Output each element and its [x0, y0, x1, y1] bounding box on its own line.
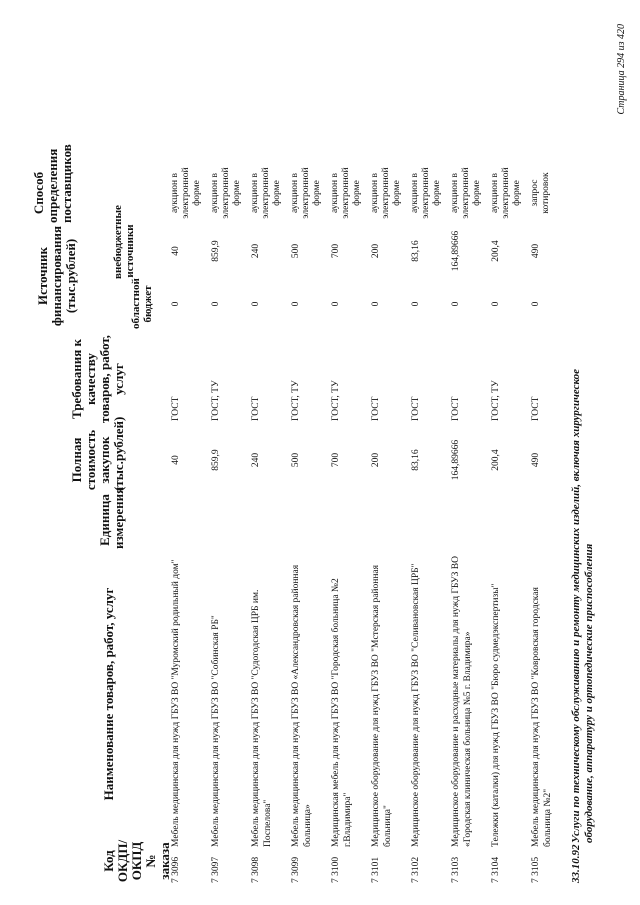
row-method: аукцион в электронной форме [370, 167, 402, 219]
header-source-budget: областной бюджет [130, 278, 154, 329]
row-code: 7 3097 [211, 856, 221, 883]
row-code: 7 3103 [451, 856, 461, 883]
page-number: Страница 294 из 420 [616, 24, 627, 115]
row-name: Мебель медицинская для нужд ГБУЗ ВО "Собинская РБ" [211, 615, 221, 847]
row-name: Мебель медицинская для нужд ГБУЗ ВО "Судогодская ЦРБ им. Поспелова" [251, 589, 273, 847]
row-cost: 490 [531, 452, 541, 468]
row-budget: 0 [451, 301, 461, 307]
row-requirements: ГОСТ, ТУ [331, 380, 341, 421]
row-cost: 240 [251, 452, 261, 468]
row-requirements: ГОСТ [371, 396, 381, 421]
row-requirements: ГОСТ [451, 396, 461, 421]
row-cost: 164,89666 [451, 439, 461, 481]
table-row [450, 13, 490, 883]
row-method: аукцион в электронной форме [450, 167, 482, 219]
row-extra: 500 [291, 243, 301, 259]
row-cost: 859,9 [211, 449, 221, 471]
procurement-table [30, 13, 600, 883]
row-method: аукцион в электронной форме [170, 167, 202, 219]
header-method: Способ определения поставщиков [31, 144, 74, 223]
row-budget: 0 [371, 301, 381, 307]
row-requirements: ГОСТ, ТУ [491, 380, 501, 421]
row-requirements: ГОСТ [531, 396, 541, 421]
row-code: 7 3105 [531, 856, 541, 883]
table-row [410, 13, 450, 883]
row-extra: 200,4 [491, 240, 501, 262]
row-name: Мебель медицинская для нужд ГБУЗ ВО "Ковровская городская больница №2" [531, 587, 553, 847]
row-requirements: ГОСТ [171, 396, 181, 421]
row-cost: 700 [331, 452, 341, 468]
row-code: 7 3102 [411, 856, 421, 883]
header-code: Код ОКДП/ ОКПД № заказа [101, 839, 172, 883]
row-method: аукцион в электронной форме [410, 167, 442, 219]
row-cost: 83,16 [411, 449, 421, 471]
section-heading [570, 13, 600, 883]
header-source-extra: внебюджетные источники [112, 205, 136, 279]
row-extra: 859,9 [211, 240, 221, 262]
row-code: 7 3098 [251, 856, 261, 883]
row-requirements: ГОСТ [411, 396, 421, 421]
row-budget: 0 [171, 301, 181, 307]
table-row [330, 13, 370, 883]
row-extra: 164,89666 [451, 230, 461, 272]
table-row [530, 13, 570, 883]
table-header [30, 13, 170, 883]
row-extra: 83,16 [411, 240, 421, 262]
row-budget: 0 [531, 301, 541, 307]
row-method: аукцион в электронной форме [490, 167, 522, 219]
row-name: Тележки (каталки) для нужд ГБУЗ ВО "Бюро судмедэкспертизы" [491, 583, 501, 847]
row-method: аукцион в электронной форме [210, 167, 242, 219]
header-cost: Полная стоимость закупок (тыс.рублей) [69, 416, 126, 491]
row-extra: 240 [251, 243, 261, 259]
row-cost: 200,4 [491, 449, 501, 471]
row-extra: 40 [171, 246, 181, 256]
row-name: Медицинское оборудование для нужд ГБУЗ ВО "Мстерская районная больница" [371, 564, 393, 847]
row-method: аукцион в электронной форме [250, 167, 282, 219]
row-budget: 0 [211, 301, 221, 307]
row-code: 7 3100 [331, 856, 341, 883]
row-extra: 200 [371, 243, 381, 259]
row-name: Медицинское оборудование и расходные материалы для нужд ГБУЗ ВО «Городская клиническая больница №5 г. Владимира» [451, 556, 473, 847]
row-budget: 0 [291, 301, 301, 307]
row-method: запрос котировок [530, 172, 551, 214]
table-row [170, 13, 210, 883]
row-code: 7 3096 [171, 856, 181, 883]
row-budget: 0 [251, 301, 261, 307]
table-row [210, 13, 250, 883]
table-row [370, 13, 410, 883]
section-code: 33.10.92 [570, 844, 582, 883]
row-code: 7 3104 [491, 856, 501, 883]
section-title: Услуги по техническому обслуживанию и ремонту медицинских изделий, включая хирургическое оборудование, аппаратуру и ортопедические приспособления [570, 368, 595, 843]
header-source: Источник финансирования (тыс.рублей) [35, 225, 78, 327]
row-extra: 700 [331, 243, 341, 259]
row-name: Медицинская мебель для нужд ГБУЗ ВО "Городская больница №2 г.Владимира" [331, 578, 353, 847]
row-budget: 0 [491, 301, 501, 307]
table-row [290, 13, 330, 883]
row-method: аукцион в электронной форме [330, 167, 362, 219]
row-code: 7 3099 [291, 856, 301, 883]
row-method: аукцион в электронной форме [290, 167, 322, 219]
row-cost: 200 [371, 452, 381, 468]
row-budget: 0 [331, 301, 341, 307]
row-code: 7 3101 [371, 856, 381, 883]
header-unit: Единица измерения [97, 486, 126, 549]
row-requirements: ГОСТ [251, 396, 261, 421]
table-row [490, 13, 530, 883]
header-name: Наименование товаров, работ, услуг [101, 587, 116, 801]
row-name: Медицинское оборудование для нужд ГБУЗ ВО "Селивановская ЦРБ" [411, 563, 421, 847]
row-budget: 0 [411, 301, 421, 307]
table-row [250, 13, 290, 883]
row-name: Мебель медицинская для нужд ГБУЗ ВО «Александровская районная больница» [291, 564, 313, 847]
row-name: Мебель медицинская для нужд ГБУЗ ВО "Муромский родильный дом" [171, 559, 181, 847]
row-extra: 490 [531, 243, 541, 259]
row-requirements: ГОСТ, ТУ [211, 380, 221, 421]
table-body [170, 13, 570, 883]
row-requirements: ГОСТ, ТУ [291, 380, 301, 421]
row-cost: 40 [171, 455, 181, 465]
header-requirements: Требования к качеству товаров, работ, услуг [69, 335, 126, 423]
row-cost: 500 [291, 452, 301, 468]
